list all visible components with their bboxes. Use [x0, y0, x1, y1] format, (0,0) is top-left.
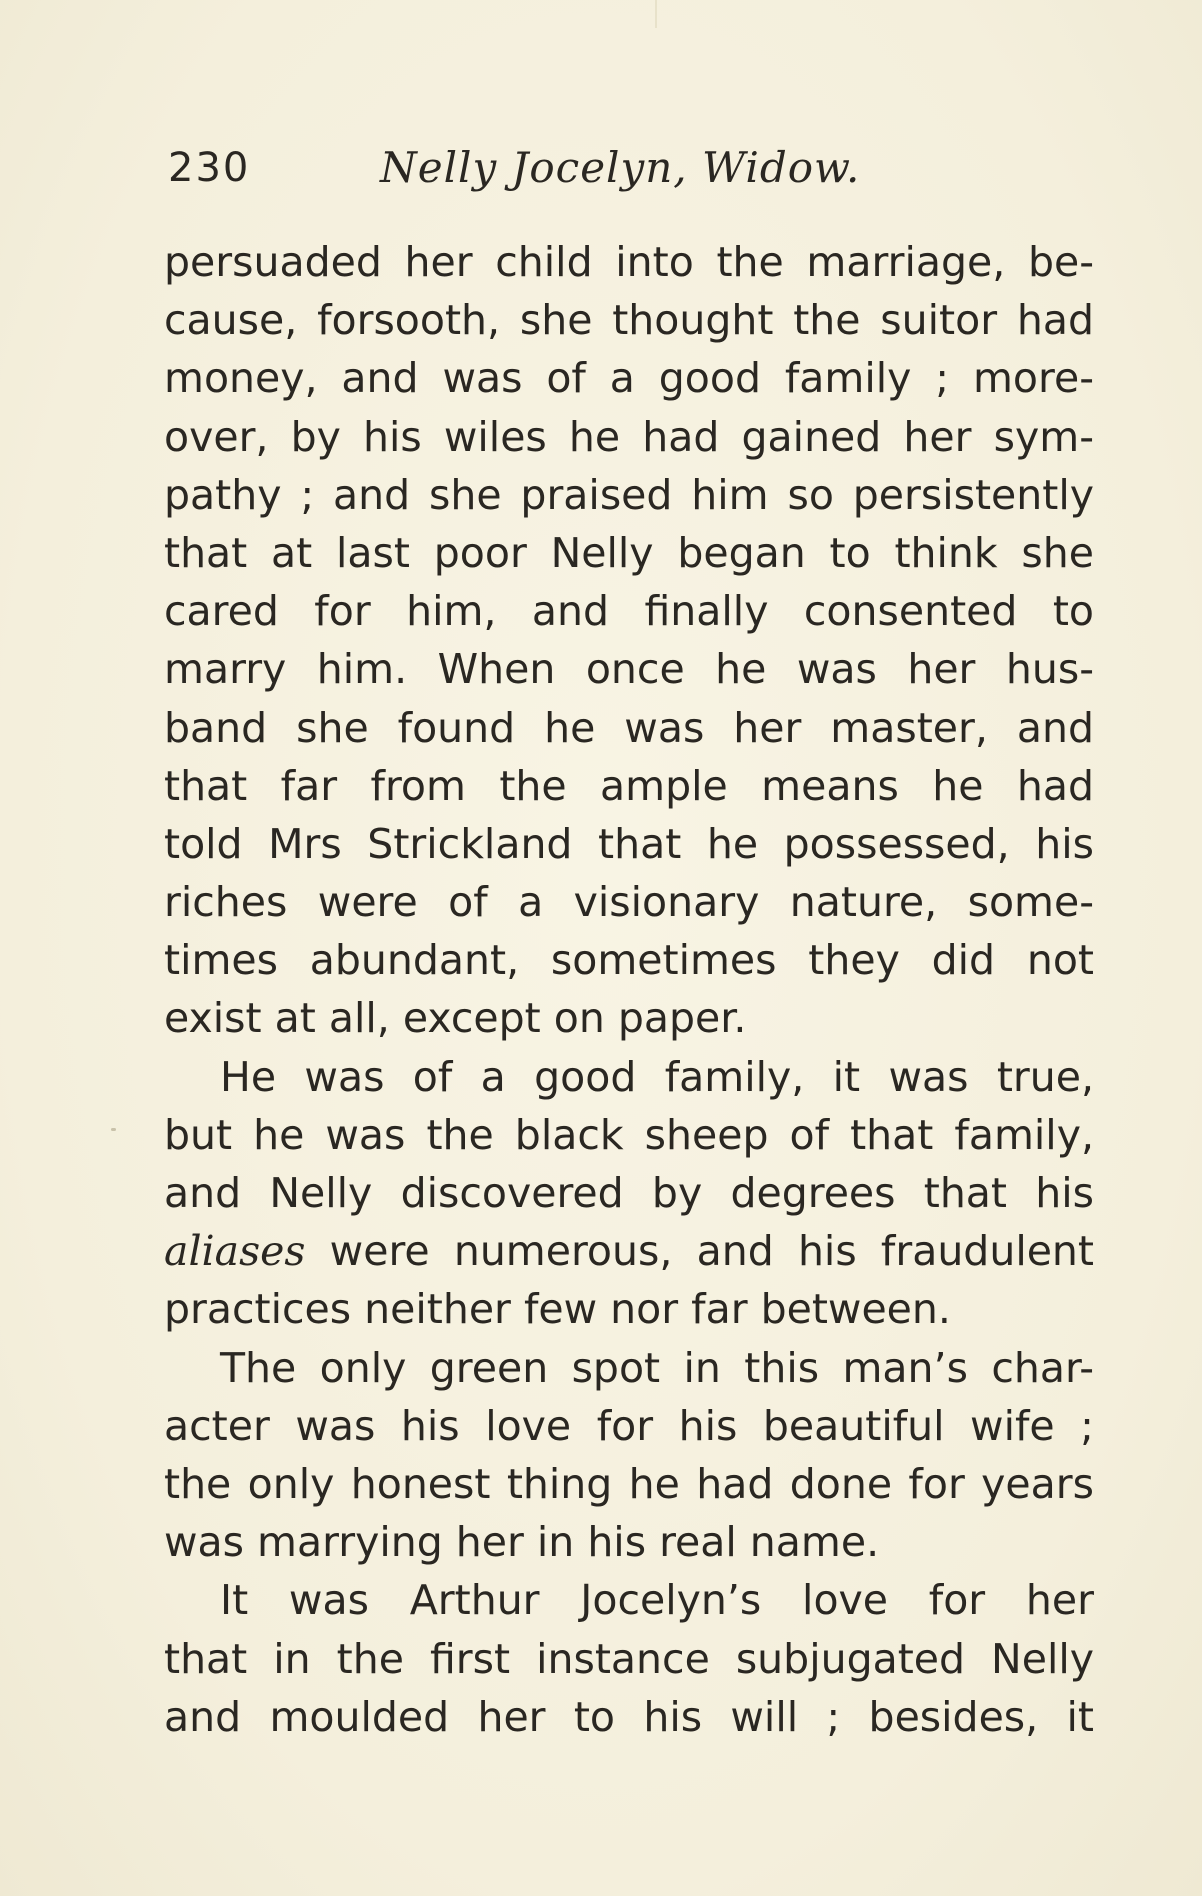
text-line: and Nelly discovered by degrees that his	[164, 1169, 1094, 1217]
text-line: band she found he was her master, and	[164, 703, 1094, 752]
text-line: riches were of a visionary nature, some-	[164, 878, 1094, 927]
margin-speck	[111, 1128, 116, 1131]
text-line: told Mrs Strickland that he possessed, his	[164, 819, 1094, 868]
text-line: money, and was of a good family ; more-	[164, 354, 1094, 403]
paragraph-first-line: The only green spot in this man’s char-	[220, 1343, 1094, 1392]
paragraph-first-line: It was Arthur Jocelyn’s love for her	[220, 1576, 1094, 1625]
running-title: Nelly Jocelyn, Widow.	[380, 143, 861, 192]
paragraph-first-line: He was of a good family, it was true,	[220, 1052, 1094, 1101]
text-line: pathy ; and she praised him so persistently	[164, 470, 1094, 519]
text-line-with-italic	[164, 1222, 1094, 1280]
text-line: over, by his wiles he had gained her sym-	[164, 412, 1094, 461]
text-line: but he was the black sheep of that family,	[164, 1110, 1094, 1159]
text-line-rest: were numerous, and his fraudulent	[305, 1227, 1094, 1276]
text-line: cause, forsooth, she thought the suitor had	[164, 296, 1094, 345]
text-line: that far from the ample means he had	[164, 761, 1094, 810]
text-line: cared for him, and finally consented to	[164, 587, 1094, 636]
page-header	[168, 138, 1098, 198]
text-line: was marrying her in his real name.	[164, 1518, 880, 1567]
page-crease-mark	[655, 0, 657, 28]
text-line: that in the first instance subjugated Nelly	[164, 1634, 1094, 1683]
text-line: times abundant, sometimes they did not	[164, 936, 1094, 985]
text-line: marry him. When once he was her hus-	[164, 645, 1094, 694]
text-line: and moulded her to his will ; besides, it	[164, 1692, 1094, 1741]
text-line: practices neither few nor far between.	[164, 1285, 951, 1334]
text-line: the only honest thing he had done for years	[164, 1459, 1094, 1508]
page-number: 230	[168, 145, 251, 191]
italic-word: aliases	[164, 1227, 306, 1276]
text-line: that at last poor Nelly began to think she	[164, 528, 1094, 577]
text-line: acter was his love for his beautiful wife ;	[164, 1401, 1094, 1450]
text-line: persuaded her child into the marriage, be-	[164, 238, 1094, 286]
text-line: exist at all, except on paper.	[164, 994, 747, 1043]
body-text	[164, 233, 1094, 1746]
